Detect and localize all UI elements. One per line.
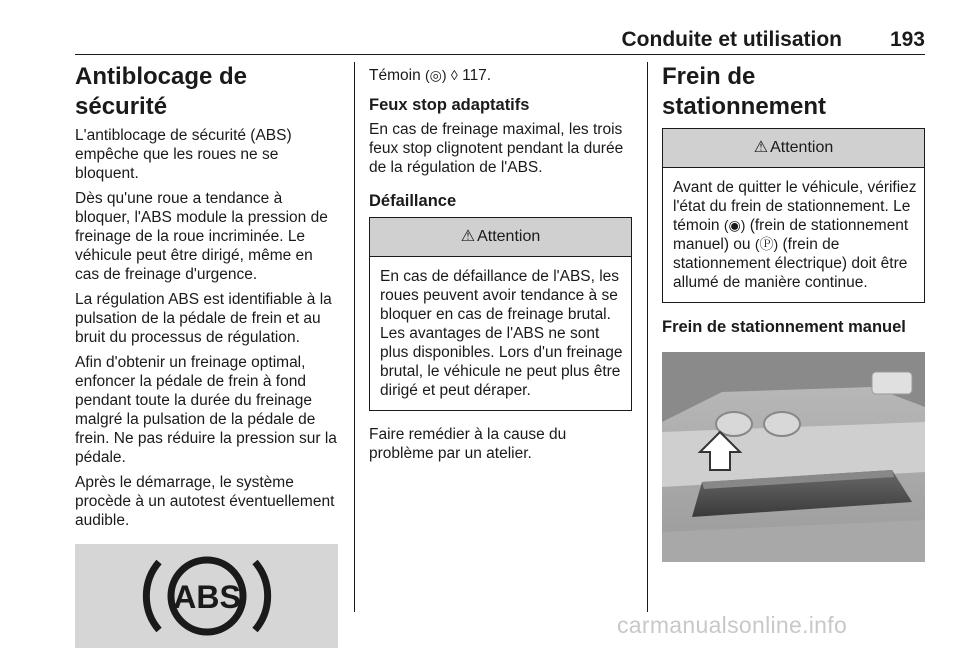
abs-warning-symbol-figure (75, 544, 338, 648)
middle-column (369, 62, 632, 469)
header-rule (75, 54, 925, 55)
warning-text-part: Avant de quitter le véhicule, vérifiez l'état du frein de stationnement. Le témoin (673, 179, 917, 234)
warning-box (369, 217, 632, 411)
paragraph: L'antiblocage de sécurité (ABS) empêche que les roues ne se bloquent. (75, 127, 292, 182)
failure-heading: Défaillance (369, 192, 457, 210)
handbrake-illustration (662, 352, 925, 562)
brake-indicator-icon: (◉) (723, 217, 746, 233)
warning-box-header (370, 218, 631, 257)
column-divider-1 (354, 62, 355, 612)
warning-triangle-icon: ⚠ (460, 228, 476, 245)
left-column (75, 62, 341, 648)
paragraph: Dès qu'une roue a tendance à bloquer, l'ABS module la pression de freinage de la roue incriminée. Le véhicule peut être dirigé, même en cas de freinage d'urgence. (75, 190, 328, 283)
paragraph: En cas de freinage maximal, les trois feux stop clignotent pendant la durée de la régulation de l'ABS. (369, 121, 624, 176)
warning-title: Attention (770, 139, 834, 156)
warning-text-part: (frein de stationnement électrique) doit être allumé de manière continue. (673, 236, 908, 291)
abs-icon (137, 548, 277, 644)
page-number: 193 (889, 28, 925, 51)
warning-title: Attention (477, 228, 541, 245)
temoin-label: Témoin (369, 67, 421, 84)
right-column (662, 62, 925, 567)
warning-text: En cas de défaillance de l'ABS, les roues peuvent avoir tendance à se bloquer en cas de freinage brutal. Les avantages de l'ABS ne sont plus disponibles. Lors d'un freinage brutal, le véhicule ne peut plus être dirigé et peut déraper. (380, 268, 623, 399)
temoin-reference (369, 66, 632, 85)
abs-small-icon: (◎) (425, 67, 447, 83)
abs-symbol-text: ABS (172, 579, 241, 615)
abs-heading: Antiblocage de sécurité (75, 63, 248, 120)
parking-brake-heading: Frein de stationnement (662, 63, 827, 120)
adaptive-stop-heading: Feux stop adaptatifs (369, 96, 530, 114)
page-reference-icon: ◊ (450, 67, 458, 83)
paragraph: La régulation ABS est identifiable à la pulsation de la pédale de frein et au bruit du processus de régulation. (75, 291, 332, 346)
warning-box (662, 128, 925, 303)
warning-box-header (663, 129, 924, 168)
electric-brake-indicator-icon: (Ⓟ) (754, 236, 779, 252)
paragraph: Afin d'obtenir un freinage optimal, enfoncer la pédale de frein à fond pendant toute la durée du freinage malgré la pulsation de la pédale de frein. Ne pas réduire la pression sur la pédale. (75, 354, 337, 466)
paragraph: Après le démarrage, le système procède à un autotest éventuellement audible. (75, 474, 335, 529)
paragraph: Faire remédier à la cause du problème par un atelier. (369, 426, 567, 462)
warning-text-part: (frein de stationnement manuel) ou (673, 217, 909, 253)
temoin-page-ref: 117. (462, 67, 492, 84)
watermark-text: carmanualsonline.info (617, 612, 848, 638)
warning-text (663, 168, 924, 302)
section-title: Conduite et utilisation (621, 28, 842, 51)
warning-triangle-icon: ⚠ (753, 139, 769, 156)
column-divider-2 (647, 62, 648, 612)
manual-brake-subheading: Frein de stationnement manuel (662, 318, 906, 336)
